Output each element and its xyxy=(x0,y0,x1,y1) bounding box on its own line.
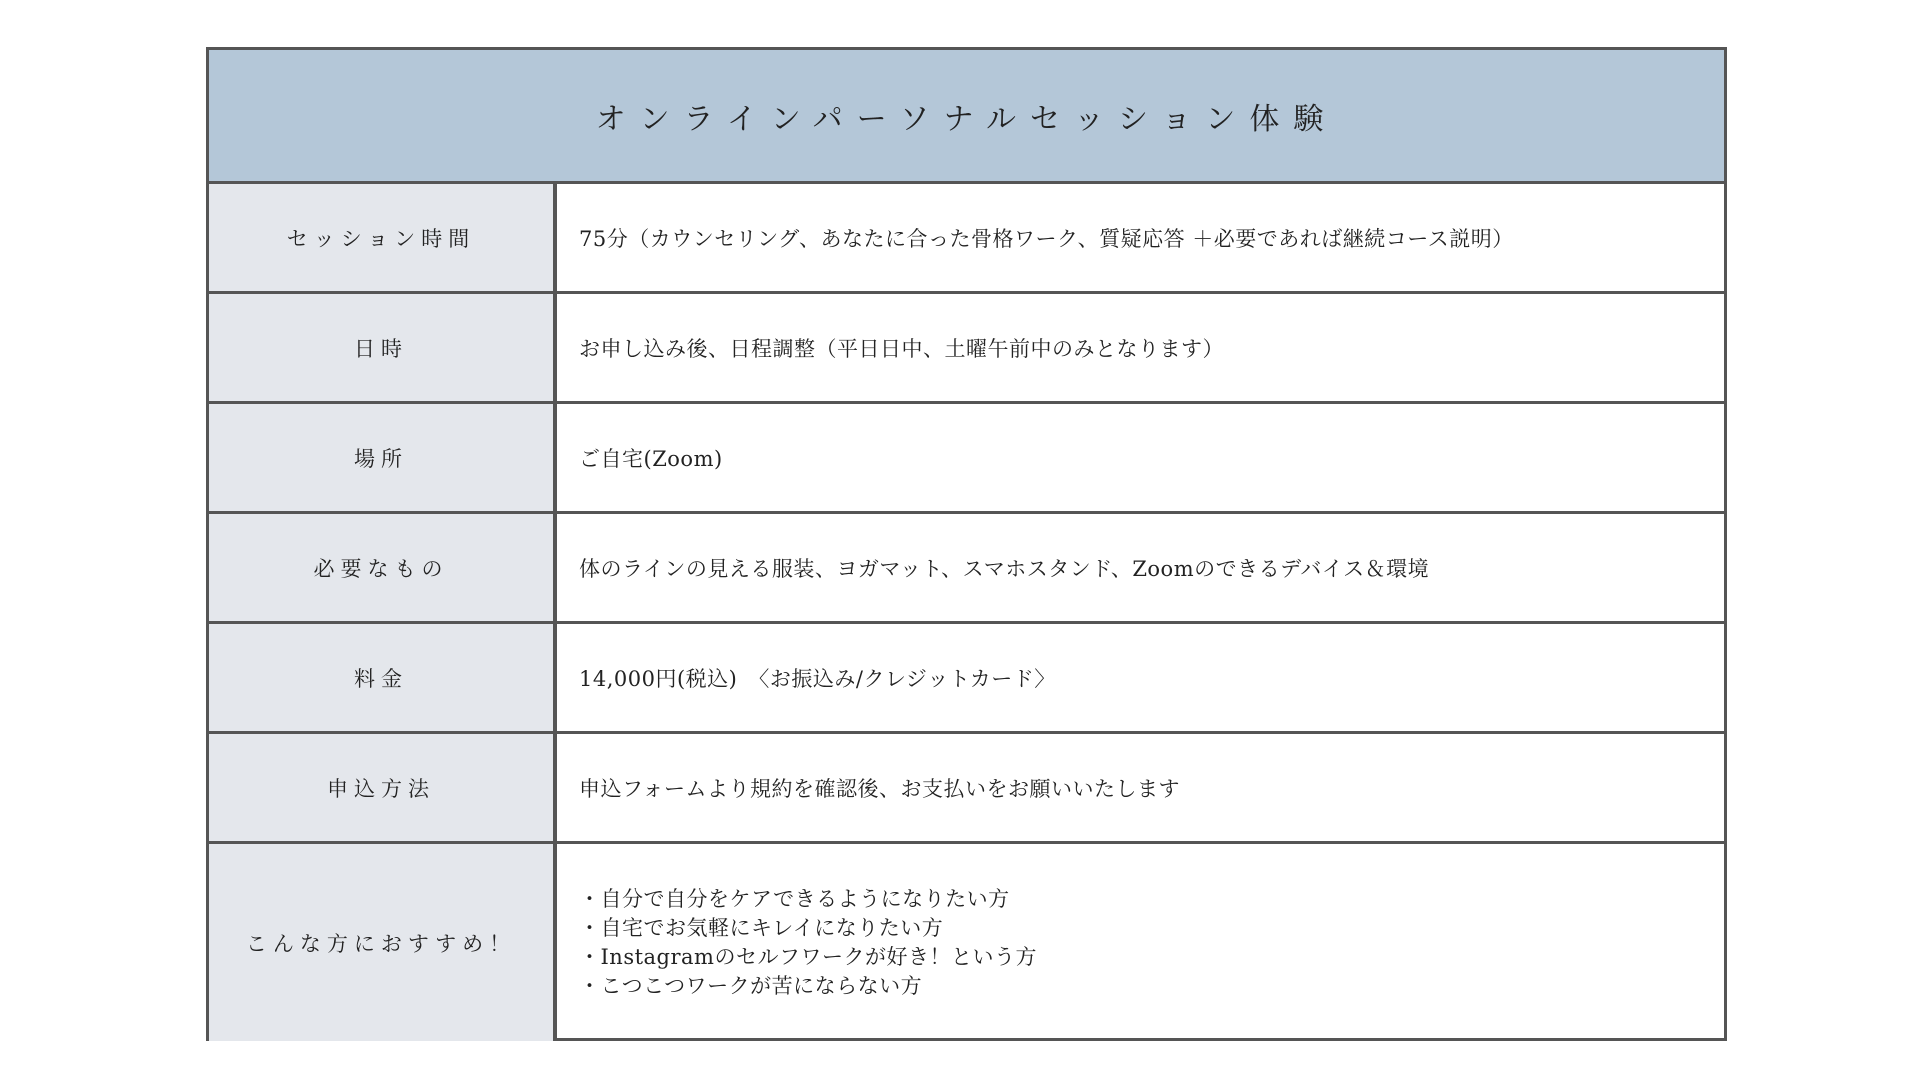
session-info-table xyxy=(206,47,1727,1041)
table-header xyxy=(209,50,1724,184)
row-value xyxy=(557,844,1724,1041)
table-row-application xyxy=(209,734,1724,844)
table-row-requirements xyxy=(209,514,1724,624)
row-value: お申し込み後、日程調整（平日日中、土曜午前中のみとなります） xyxy=(579,336,1224,361)
list-item: ・Instagramのセルフワークが好き！という方 xyxy=(579,944,1037,969)
table-row-location xyxy=(209,404,1724,514)
table-row-price xyxy=(209,624,1724,734)
table-row-session-time xyxy=(209,184,1724,294)
row-value: 申込フォームより規約を確認後、お支払いをお願いいたします xyxy=(579,776,1180,801)
row-label: 必要なもの xyxy=(209,514,557,621)
row-label: セッション時間 xyxy=(209,184,557,291)
row-value: 14,000円(税込) 〈お振込み/クレジットカード〉 xyxy=(579,666,1056,691)
table-title: オンラインパーソナルセッション体験 xyxy=(595,101,1338,137)
list-item: ・こつこつワークが苦にならない方 xyxy=(579,973,923,998)
row-value: ご自宅(Zoom) xyxy=(579,446,723,471)
row-label: 日時 xyxy=(209,294,557,401)
row-label: 場所 xyxy=(209,404,557,511)
row-label: 申込方法 xyxy=(209,734,557,841)
row-value: 体のラインの見える服装、ヨガマット、スマホスタンド、Zoomのできるデバイス＆環境 xyxy=(579,556,1430,581)
table-row-datetime xyxy=(209,294,1724,404)
row-label: こんな方におすすめ！ xyxy=(209,844,557,1041)
recommend-list xyxy=(579,885,1037,1001)
list-item: ・自分で自分をケアできるようになりたい方 xyxy=(579,886,1010,911)
row-value: 75分（カウンセリング、あなたに合った骨格ワーク、質疑応答 ＋必要であれば継続コース説明） xyxy=(579,226,1514,251)
row-label: 料金 xyxy=(209,624,557,731)
list-item: ・自宅でお気軽にキレイになりたい方 xyxy=(579,915,944,940)
table-row-recommended xyxy=(209,844,1724,1041)
